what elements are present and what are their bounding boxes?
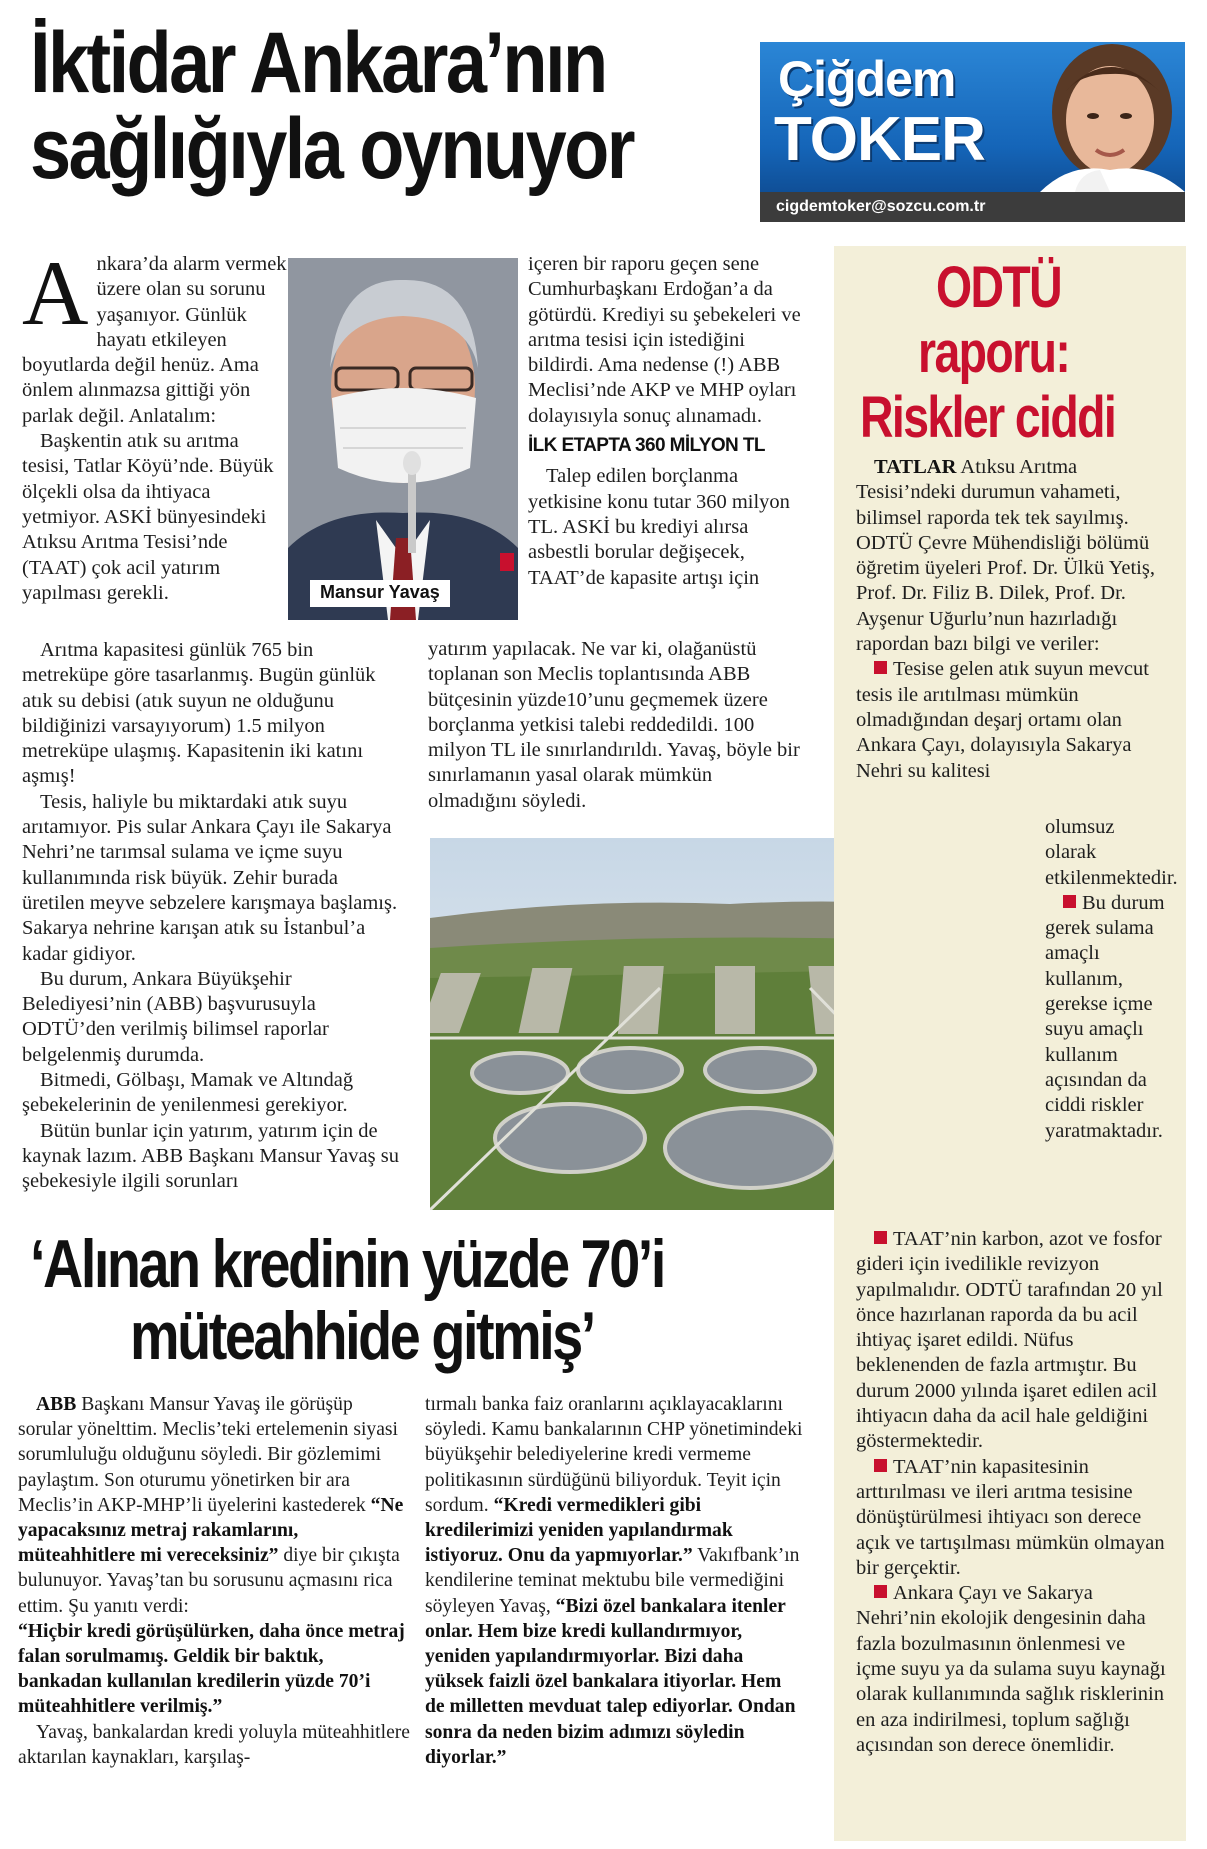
article1-col2-p1: içeren bir raporu geçen sene Cumhurbaşkanı Erdoğan’a da götürdü. Krediyi su şebekeleri ve arıtma tesisi için istediğini bildirdi. Ama nedense (!) ABB Meclisi’nde AKP ve MHP oyları dolayısıyla sonuç alınamadı. [528,253,801,427]
columnist-last-name: TOKER [774,105,985,174]
article1-column1-wide [22,638,402,1195]
article1-column2-top [528,252,803,591]
article2-p1: Başkanı Mansur Yavaş ile görüşüp sorular yönelttim. Meclis’teki ertelemenin siyasi sorumluluğu olduğunu söyledi. Bir gözlemimi paylaştım. Son oturumu yönetirken bir ara Meclis’in AKP-MHP’li üyelerini kastederek [18,1394,398,1516]
article1-column2-bottom [428,637,803,814]
article2-col2-a: tırmalı banka faiz oranlarını açıklayacaklarını söyledi. Kamu bankalarının CHP yönetimindeki büyükşehir belediyelerine kredi vermeme politikasının sürdüğünü biliyorduk. Teyit için sordum. [425,1394,803,1516]
sidebar-item5: Ankara Çayı ve Sakarya Nehri’nin ekolojik dengesinin daha fazla bozulmasının önlenmesi ve içme suyu ya da sulama suyu kaynağı olarak kullanımında sağlık risklerinin en aza indirilmesi, toplum sağlığı açısından son derece önemlidir. [856,1582,1166,1756]
article2-col2-quote2: “Bizi özel bankalara itenler onlar. Hem bize kredi kullandırmıyor, yeniden yapılandırmıyorlar. Bizi daha yüksek faizli özel bankalara itiyorlar. Hem de milletten mevduat talep ediyorlar. Ondan sonra da neden bizim adımızı söyledin diyorlar.” [425,1595,796,1768]
sidebar-title-line3: Riskler ciddi [860,385,1116,450]
article1-col1-p3: Arıtma kapasitesi günlük 765 bin metreküpe göre tasarlanmış. Bugün günlük atık su debisi (atık suyun ne olduğunu bildiğinizi varsayıyorum) 1.5 milyon metreküpe ulaşmış. Kapasitenin iki katını aşmış! [22,639,376,788]
article1-col1-p1: nkara’da alarm vermek üzere olan su sorunu yaşanıyor. Günlük hayatı etkileyen boyutlarda değil henüz. Ama önlem alınmazsa gittiği yön parlak değil. Anlatalım: [22,253,287,427]
sidebar-title-line1: ODTÜ [936,255,1062,320]
sidebar-item1-b: olumsuz olarak etkilenmektedir. [1045,816,1178,889]
sidebar-text-narrow [1045,815,1178,1144]
article2-p1-quote: “Ne yapacaksınız metraj rakamlarını, müteahhitlere mi vereceksiniz” [18,1494,404,1567]
article1-col2-p3: yatırım yapılacak. Ne var ki, olağanüstü toplanan son Meclis toplantısında ABB bütçesinin yüzde10’unu geçmemek üzere borçlanma yetkisi talebi reddedildi. 100 milyon TL ile sınırlandırıldı. Yavaş, böyle bir sınırlamanın yasal olarak mümkün olmadığını söyledi. [428,638,800,812]
sidebar-text-bottom [856,1227,1166,1758]
columnist-banner [760,42,1185,215]
article1-col1-p5: Bu durum, Ankara Büyükşehir Belediyesi’nin (ABB) başvurusuyla ODTÜ’den verilmiş bilimsel raporlar belgelenmiş durumda. [22,967,329,1066]
columnist-portrait [1020,42,1185,192]
bullet-icon [874,1459,887,1472]
article1-col1-p4: Tesis, haliyle bu miktardaki atık suyu arıtamıyor. Pis sular Ankara Çayı ile Sakarya Nehri’ne tarımsal sulama ve içme suyu kullanımında risk büyük. Zehir burada üretilen meyve sebzelere karışmaya başlamış. Sakarya nehrine karışan atık su İstanbul’a kadar gidiyor. [22,790,398,965]
bullet-icon [874,1585,887,1598]
article2-col2-b: Vakıfbank’ın kendilerine teminat mektubu bile vermediğini söyleyen Yavaş, [425,1545,800,1617]
sidebar-lead-bold: TATLAR [874,456,957,478]
columnist-first-name: Çiğdem [778,51,956,107]
second-headline-line2: müteahhide gitmiş’ [130,1298,594,1374]
columnist-email[interactable]: cigdemtoker@sozcu.com.tr [760,192,1185,222]
second-headline-line1: ‘Alınan kredinin yüzde 70’i [30,1226,664,1302]
dropcap: A [22,242,89,344]
article1-col1-p2: Başkentin atık su arıtma tesisi, Tatlar Köyü’nde. Büyük ölçekli olsa da ihtiyaca yetmiyor. ASKİ bünyesindeki Atıksu Arıtma Tesisi’nde (TAAT) çok acil yatırım yapılması gerekli. [22,430,274,604]
main-headline-line1: İktidar Ankara’nın [30,15,606,111]
article1-column1-text [22,242,287,606]
article2-p1-end: diye bir çıkışta bulunuyor. Yavaş’tan bu sorusunu açmasını rica ettim. Şu yanıtı verdi: [18,1545,400,1617]
bullet-icon [874,661,887,674]
sidebar-item1-a: Tesise gelen atık suyun mevcut tesis ile arıtılması mümkün olmadığından deşarj ortamı olan Ankara Çayı, dolayısıyla Sakarya Nehri su kalitesi [856,658,1149,782]
bullet-icon [874,1231,887,1244]
mansur-yavas-image [288,258,518,620]
article2-p2: Yavaş, bankalardan kredi yoluyla müteahhitlere aktarılan kaynakları, karşılaş- [18,1721,410,1768]
article2-column1 [18,1392,410,1770]
mansur-yavas-caption: Mansur Yavaş [310,580,450,607]
sidebar-lead: Atıksu Arıtma Tesisi’ndeki durumun vahameti, bilimsel raporda tek tek sayılmış. ODTÜ Çevre Mühendisliği bölümü öğretim üyeleri Prof. Dr. Ülkü Yetiş, Prof. Dr. Filiz B. Dilek, Prof. Dr. Ayşenur Uğurlu’nun hazırladığı rapordan bazı bilgi ve veriler: [856,456,1155,656]
mansur-yavas-photo [288,258,518,620]
sidebar-text-top [856,455,1166,784]
main-headline-line2: sağlığıyla oynuyor [30,101,633,197]
article2-quote1: “Hiçbir kredi görüşülürken, daha önce metraj falan sorulmamış. Geldik bir baktık, bankadan kullanılan kredilerin yüzde 70’i müteahhitlere verilmiş.” [18,1620,405,1718]
article2-column2 [425,1392,805,1770]
sidebar-title-line2: raporu: [918,320,1070,385]
article1-subhead: İLK ETAPTA 360 MİLYON TL [528,435,765,457]
sidebar-item2: Bu durum gerek sulama amaçlı kullanım, gerekse içme suyu amaçlı kullanım açısından da ciddi riskler yaratmaktadır. [1045,891,1165,1142]
article1-col1-p7: Bütün bunlar için yatırım, yatırım için de kaynak lazım. ABB Başkanı Mansur Yavaş su şebekesiyle ilgili sorunları [22,1119,399,1193]
sidebar-item4: TAAT’nin kapasitesinin arttırılması ve ileri arıtma tesisine dönüştürülmesi ihtiyacı son derece açık ve tartışılması mümkün olmayan bir gerçektir. [856,1455,1165,1579]
article2-col2-quote: “Kredi vermedikleri gibi kredilerimizi yeniden yapılandırmak istiyoruz. Onu da yapmıyorlar.” [425,1494,733,1567]
article1-col2-p2: Talep edilen borçlanma yetkisine konu tutar 360 milyon TL. ASKİ bu krediyi alırsa asbestli borular değişecek, TAAT’de kapasite artışı için [528,465,790,589]
sidebar-item3: TAAT’nin karbon, azot ve fosfor gideri için ivedilikle revizyon yapılmalıdır. ODTÜ tarafından 20 yıl önce hazırlanan raporda da bu acil ihtiyaç işaret edildi. Nüfus beklenenden de fazla artmıştır. Bu durum 2000 yılında işaret edilen acil ihtiyacın daha da acil hale geldiğini göstermektedir. [856,1228,1163,1453]
article2-lead-bold: ABB [36,1394,77,1415]
article1-col1-p6: Bitmedi, Gölbaşı, Mamak ve Altındağ şebekelerinin de yenilenmesi gerekiyor. [22,1069,354,1117]
bullet-icon [1063,895,1076,908]
